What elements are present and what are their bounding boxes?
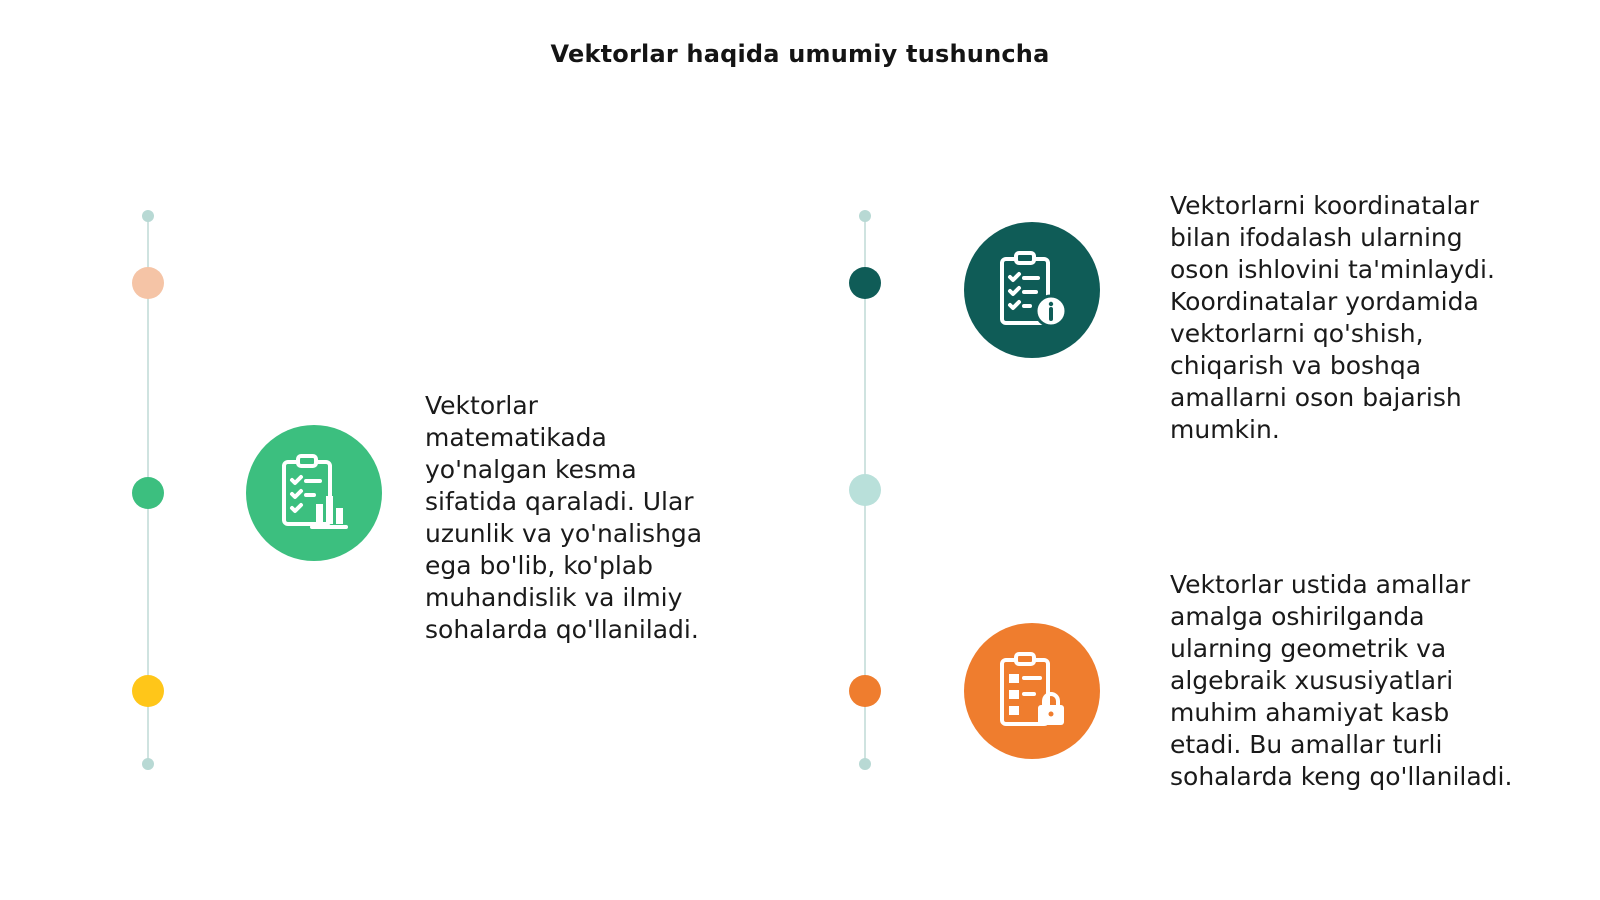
timeline-end-dot bbox=[142, 210, 154, 222]
clipboard-chart-icon bbox=[246, 425, 382, 561]
timeline-dot-yellow bbox=[132, 675, 164, 707]
timeline-dot-green bbox=[132, 477, 164, 509]
timeline-right bbox=[848, 210, 882, 770]
timeline-end-dot bbox=[859, 758, 871, 770]
timeline-dot-dark-teal bbox=[849, 267, 881, 299]
timeline-dot-orange bbox=[849, 675, 881, 707]
timeline-left bbox=[131, 210, 165, 770]
timeline-end-dot bbox=[859, 210, 871, 222]
timeline-dot-peach bbox=[132, 267, 164, 299]
timeline-end-dot bbox=[142, 758, 154, 770]
slide-title: Vektorlar haqida umumiy tushuncha bbox=[550, 40, 1050, 68]
clipboard-info-icon bbox=[964, 222, 1100, 358]
clipboard-lock-icon bbox=[964, 623, 1100, 759]
card-text-2: Vektorlarni koordinatalar bilan ifodalash ularning oson ishlovini ta'minlaydi. Koordinatalar yordamida vektorlarni qo'shish, chiqarish va boshqa amallarni oson bajarish mumkin. bbox=[1170, 191, 1495, 444]
card-text-1: Vektorlar matematikada yo'nalgan kesma sifatida qaraladi. Ular uzunlik va yo'nalishga ega bo'lib, ko'plab muhandislik va ilmiy sohalarda qo'llaniladi. bbox=[425, 391, 703, 644]
card-text-3: Vektorlar ustida amallar amalga oshirilganda ularning geometrik va algebraik xususiyatlari muhim ahamiyat kasb etadi. Bu amallar turli sohalarda keng qo'llaniladi. bbox=[1170, 570, 1513, 791]
timeline-dot-pale-teal bbox=[849, 474, 881, 506]
